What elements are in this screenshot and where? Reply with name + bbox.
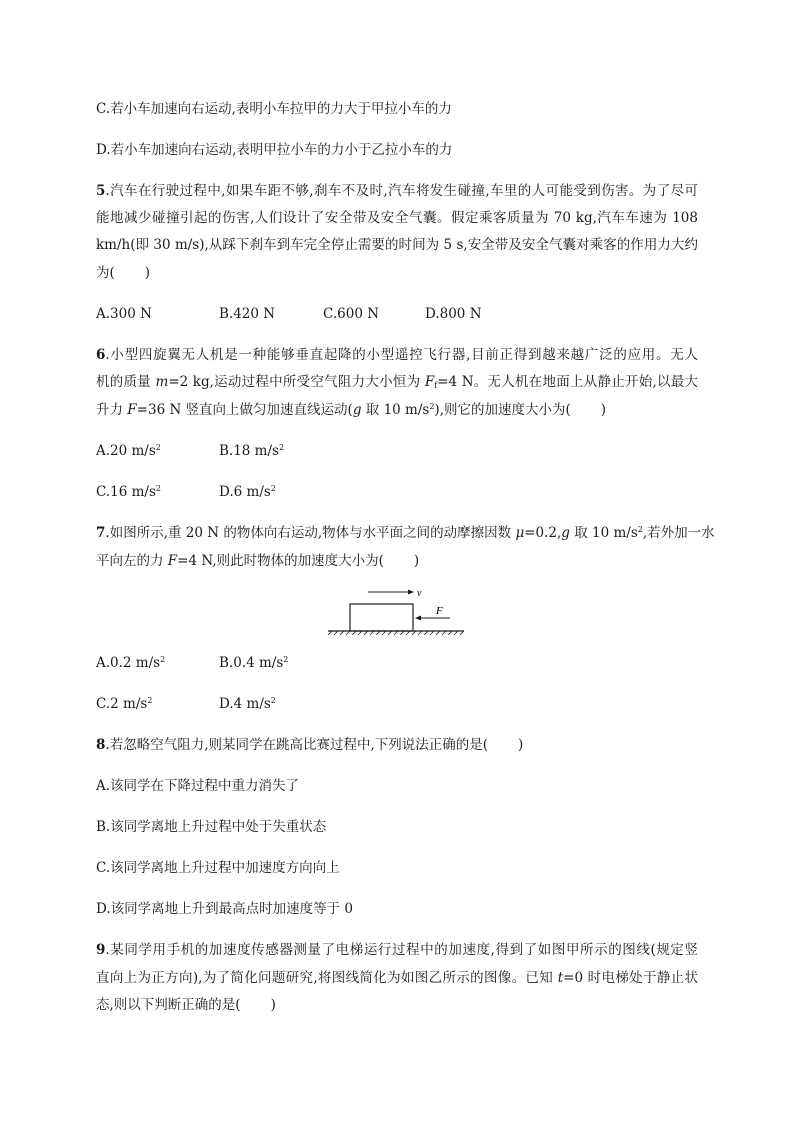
q7-text-2b: =4 N,则此时物体的加速度大小为(: [177, 553, 384, 569]
block: [350, 604, 413, 631]
q5-option-c: C.600 N: [323, 306, 380, 322]
velocity-arrow-head: [408, 590, 414, 595]
q4-option-d: D.若小车加速向右运动,表明甲拉小车的力小于乙拉小车的力: [96, 142, 453, 158]
q6-text-2c: =4 N。无人机在地面上从静止开始,以最大: [437, 374, 698, 390]
q5-text-1: .汽车在行驶过程中,如果车距不够,刹车不及时,汽车将发生碰撞,车里的人可能受到伤害。为了尽可: [105, 183, 698, 199]
q7-var-g: g: [561, 525, 570, 541]
q9-number: 9: [96, 942, 106, 958]
q7-sup: 2: [637, 525, 643, 534]
q5-stem-line1: [96, 181, 698, 201]
q9-text-2b: =0 时电梯处于静止状: [563, 970, 698, 986]
q8-text-1b: ): [518, 737, 524, 753]
q6-stem-line3: [96, 400, 606, 420]
q6-stem-line1: [96, 345, 698, 365]
q6-option-c-text: C.16 m/s: [96, 484, 156, 500]
q7-option-a-text: A.0.2 m/s: [96, 655, 161, 671]
q6-option-c-sup: 2: [155, 484, 161, 493]
q8-option-b: B.该同学离地上升过程中处于失重状态: [96, 819, 327, 835]
q5-option-b: B.420 N: [219, 306, 276, 322]
q6-sub-f: f: [434, 381, 438, 390]
q6-option-d: [219, 482, 276, 502]
q6-option-b-sup: 2: [278, 443, 285, 452]
q7-option-a-sup: 2: [160, 655, 166, 664]
q6-option-b-text: B.18 m/s: [219, 443, 279, 459]
q6-option-d-text: D.6 m/s: [219, 484, 271, 500]
q6-option-a: [96, 441, 161, 461]
q8-stem: [96, 735, 523, 755]
q9-stem-line3: [96, 995, 276, 1015]
q6-stem-line2: [96, 372, 698, 392]
q6-option-b: [219, 441, 284, 461]
q6-var-F-lift: F: [127, 402, 137, 418]
q9-stem-line2: [96, 968, 698, 988]
q7-option-c: [96, 694, 152, 714]
q6-sup: 2: [429, 402, 435, 411]
q8-number: 8: [96, 737, 106, 753]
q5-text-4b: ): [144, 265, 151, 281]
q9-text-3a: 态,则以下判断正确的是(: [96, 997, 241, 1013]
q7-stem-line2: [96, 551, 419, 571]
q6-option-c: [96, 482, 161, 502]
q6-option-a-sup: 2: [155, 443, 161, 452]
q6-text-2a: 机的质量: [96, 374, 156, 390]
q7-option-b-text: B.0.4 m/s: [219, 655, 284, 671]
q7-option-b: [219, 653, 288, 673]
q8-option-c: C.该同学离地上升过程中加速度方向向上: [96, 860, 340, 876]
q6-option-a-text: A.20 m/s: [96, 443, 156, 459]
q7-text-1a: .如图所示,重 20 N 的物体向右运动,物体与水平面之间的动摩擦因数: [105, 525, 516, 541]
q5-number: 5: [96, 183, 106, 199]
q9-stem-line1: [96, 940, 698, 960]
q7-var-mu: μ: [515, 525, 525, 541]
q6-number: 6: [96, 347, 106, 363]
q6-text-1: .小型四旋翼无人机是一种能够垂直起降的小型遥控飞行器,目前正得到越来越广泛的应用。无人: [105, 347, 698, 363]
q9-text-1: .某同学用手机的加速度传感器测量了电梯运行过程中的加速度,得到了如图甲所示的图线(规定竖: [105, 942, 698, 958]
force-label: F: [436, 605, 443, 617]
force-arrow-head: [415, 616, 421, 621]
q6-text-3b: =36 N 竖直向上做匀加速直线运动(: [136, 402, 353, 418]
q5-stem-line3: km/h(即 30 m/s),从踩下刹车到车完全停止需要的时间为 5 s,安全带及安全气囊对乘客的作用力大约: [96, 237, 698, 253]
q9-text-2a: 直向上为正方向),为了简化问题研究,将图线简化为如图乙所示的图像。已知: [96, 970, 558, 986]
q7-text-2a: 平向左的力: [96, 553, 168, 569]
q8-text-1a: .若忽略空气阻力,则某同学在跳高比赛过程中,下列说法正确的是(: [105, 737, 489, 753]
q6-text-3a: 升力: [96, 402, 128, 418]
q5-text-4a: 为(: [96, 265, 115, 281]
q7-text-2c: ): [413, 553, 420, 569]
q6-var-m: m: [155, 374, 169, 390]
q7-option-d-text: D.4 m/s: [219, 696, 271, 712]
q7-text-1d: ,若外加一水: [642, 525, 715, 541]
q7-option-c-text: C.2 m/s: [96, 696, 148, 712]
q5-option-d: D.800 N: [425, 306, 482, 322]
q8-option-a: A.该同学在下降过程中重力消失了: [96, 778, 300, 794]
q7-stem-line1: [96, 523, 715, 543]
q6-option-d-sup: 2: [270, 484, 276, 493]
q5-option-a: A.300 N: [96, 306, 152, 322]
q7-option-d: [219, 694, 276, 714]
q8-option-d: D.该同学离地上升到最高点时加速度等于 0: [96, 901, 354, 917]
q6-text-3e: ): [600, 402, 607, 418]
q9-var-t: t: [557, 970, 564, 986]
q7-var-F: F: [167, 553, 178, 569]
q9-text-3b: ): [270, 997, 276, 1013]
q4-option-c: C.若小车加速向右运动,表明小车拉甲的力大于甲拉小车的力: [96, 101, 452, 117]
velocity-label: v: [417, 588, 422, 599]
q7-text-1c: 取 10 m/s: [569, 525, 638, 541]
q6-text-3d: ),则它的加速度大小为(: [434, 402, 571, 418]
q7-option-c-sup: 2: [147, 696, 153, 705]
q5-stem-line2: 能地减少碰撞引起的伤害,人们设计了安全带及安全气囊。假定乘客质量为 70 kg,汽车车速为 108: [96, 210, 698, 226]
q6-text-2b: =2 kg,运动过程中所受空气阻力大小恒为: [168, 374, 425, 390]
q7-text-1b: =0.2,: [524, 525, 562, 541]
q6-var-g: g: [352, 402, 362, 418]
q7-option-b-sup: 2: [283, 655, 289, 664]
q7-number: 7: [96, 525, 106, 541]
q7-option-d-sup: 2: [270, 696, 276, 705]
q6-var-F: F: [424, 374, 435, 390]
q5-stem-line4: [96, 263, 150, 283]
q7-figure-block-on-floor: [328, 588, 468, 638]
q7-option-a: [96, 653, 165, 673]
q6-text-3c: 取 10 m/s: [361, 402, 430, 418]
